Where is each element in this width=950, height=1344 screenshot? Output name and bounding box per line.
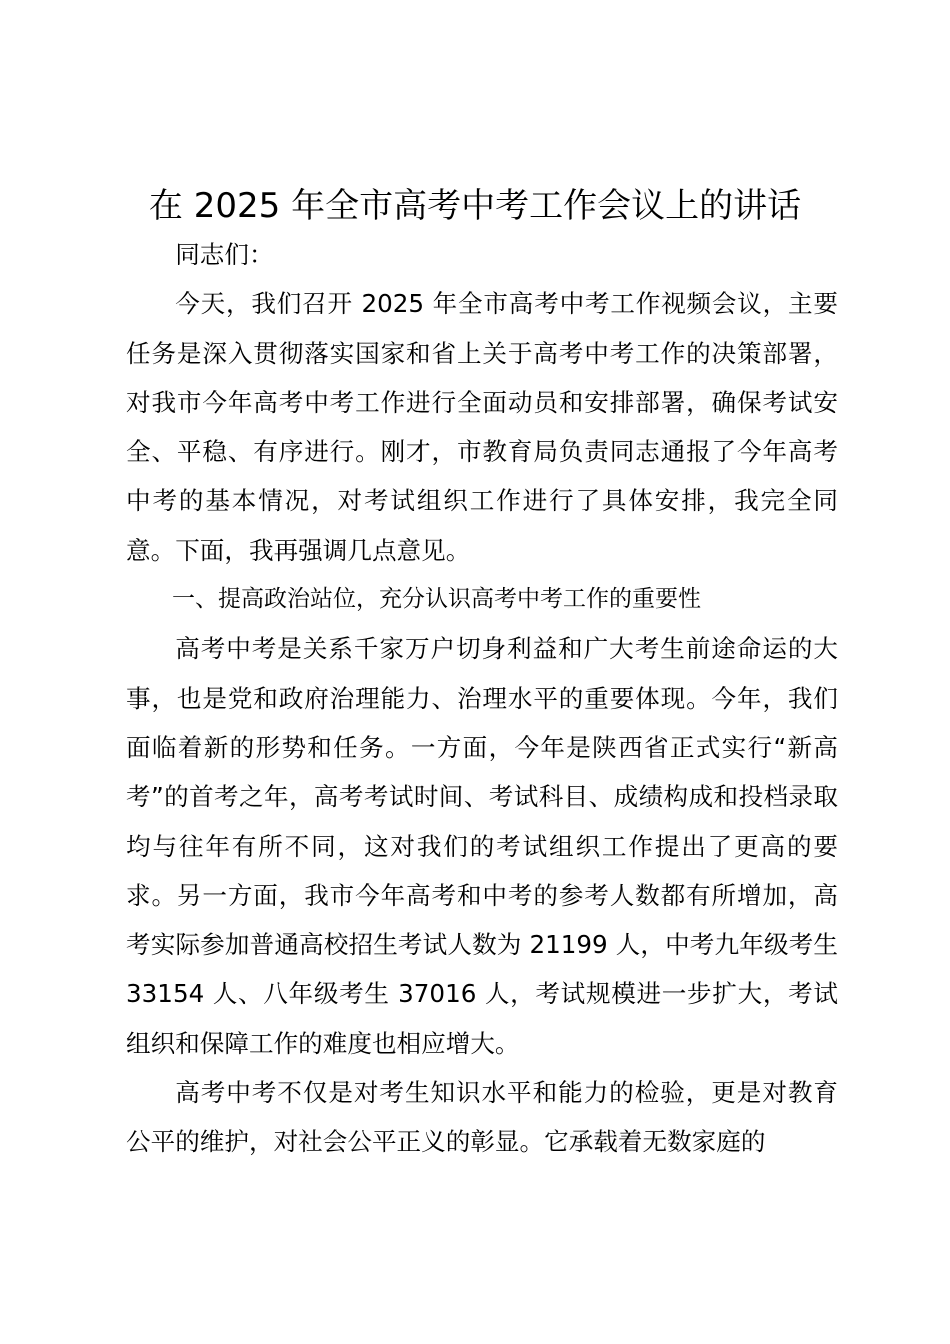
document-body [126, 230, 838, 1167]
salutation: 同志们： [175, 240, 274, 269]
section-heading-1: 一、提高政治站位，充分认识高考中考工作的重要性 [172, 586, 701, 613]
paragraph-fairness: 高考中考不仅是对考生知识水平和能力的检验，更是对教育公平的维护，对社会公平正义的彰显。它承载着无数家庭的 [126, 1078, 838, 1157]
paragraph-importance: 高考中考是关系千家万户切身利益和广大考生前途命运的大事，也是党和政府治理能力、治理水平的重要体现。今年，我们面临着新的形势和任务。一方面，今年是陕西省正式实行“新高考”的首考之年，高考考试时间、考试科目、成绩构成和投档录取均与往年有所不同，这对我们的考试组织工作提出了更高的要求。另一方面，我市今年高考和中考的参考人数都有所增加，高考实际参加普通高校招生考试人数为 21199 人，中考九年级考生 33154 人、八年级考生 37016 人，考试规模进一步扩大，考试组织和保障工作的难度也相应增大。 [126, 634, 838, 1058]
paragraph-intro: 今天，我们召开 2025 年全市高考中考工作视频会议，主要任务是深入贯彻落实国家和省上关于高考中考工作的决策部署，对我市今年高考中考工作进行全面动员和安排部署，确保考试安全、平稳、有序进行。刚才，市教育局负责同志通报了今年高考中考的基本情况，对考试组织工作进行了具体安排，我完全同意。下面，我再强调几点意见。 [126, 289, 838, 565]
document-title: 在 2025 年全市高考中考工作会议上的讲话 [148, 186, 802, 226]
